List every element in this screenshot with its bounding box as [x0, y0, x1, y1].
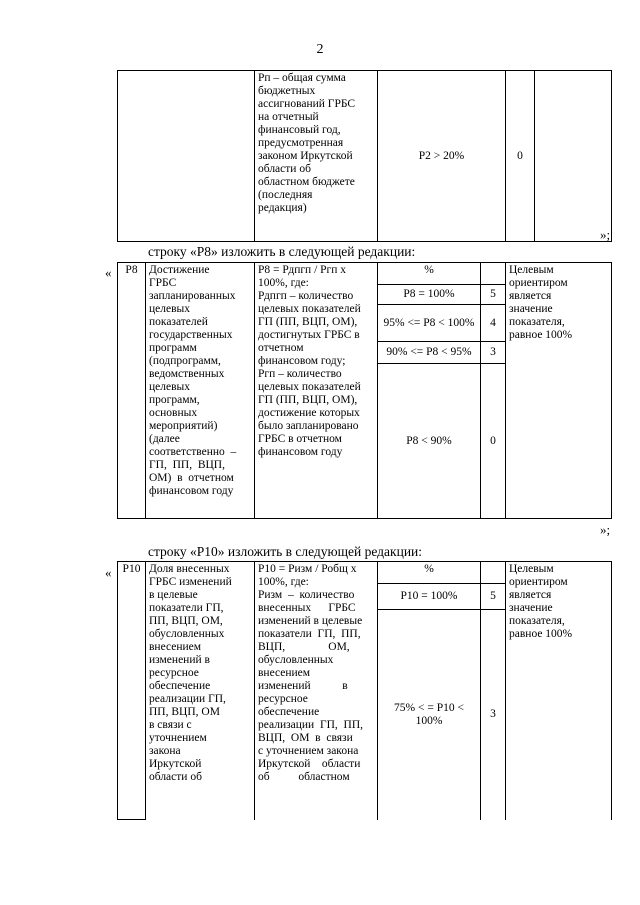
page-number: 2: [316, 42, 324, 57]
text-line: реализации ГП, ПП,: [258, 719, 364, 731]
text-line: редакция): [258, 202, 307, 214]
text-line: ГРБС изменений: [149, 576, 232, 588]
text-line: в целевые: [149, 589, 198, 601]
text-line: показателя,: [509, 615, 565, 627]
target-cell: [506, 263, 612, 519]
text-line: ориентиром: [509, 277, 568, 289]
text-line: ориентиром: [509, 576, 568, 588]
text-line: Иркутской: [149, 758, 202, 770]
score-text: 0: [506, 71, 535, 241]
score-cell: 5: [481, 584, 506, 610]
caption-p8: строку «Р8» изложить в следующей редакции:: [148, 244, 416, 259]
text-line: финансовом году;: [258, 355, 346, 367]
text-line: 100%, где:: [258, 576, 309, 588]
text-line: области об: [258, 163, 311, 175]
empty-cell: [118, 71, 255, 242]
text-line: является: [509, 290, 552, 302]
condition-cell: Р8 = 100%: [378, 285, 481, 305]
text-line: программ: [149, 342, 197, 354]
text-line: внесением: [258, 667, 311, 679]
open-quote: «: [105, 265, 112, 280]
text-line: Ргп – количество: [258, 368, 342, 380]
text-line: целевых: [149, 303, 191, 315]
empty-cell: [481, 562, 506, 584]
text-line: программ,: [149, 394, 200, 406]
condition-cell: Р8 < 90%: [378, 364, 481, 519]
text-line: было запланировано: [258, 420, 359, 432]
text-line: ГП (ПП, ВЦП, ОМ),: [258, 316, 358, 328]
score-target-cell: [506, 71, 612, 242]
text-line: ГП, ПП, ВЦП,: [149, 459, 225, 471]
formula-cell: [255, 71, 378, 242]
text-line: целевых: [149, 381, 191, 393]
text-line: Иркутской области: [258, 758, 361, 770]
text-line: области об: [149, 771, 202, 783]
text-line: ПП, ВЦП, ОМ,: [149, 615, 223, 627]
score-cell: 0: [481, 364, 506, 519]
open-quote: «: [105, 565, 112, 580]
text-line: обусловленных: [149, 628, 225, 640]
text-line: соответственно –: [149, 446, 237, 458]
score-cell: 4: [481, 305, 506, 342]
text-line: изменений в: [149, 654, 210, 666]
text-line: Доля внесенных: [149, 563, 230, 575]
text-line: ГРБС в отчетном: [258, 433, 342, 445]
text-line: ресурсное: [258, 693, 308, 705]
text-line: на отчетный: [258, 111, 319, 123]
text-line: Рп – общая сумма: [258, 72, 346, 84]
text-line: государственных: [149, 329, 233, 341]
target-cell: [506, 562, 612, 820]
text-line: обеспечение: [258, 706, 320, 718]
text-line: изменений в целевые: [258, 615, 363, 627]
text-line: (подпрограмм,: [149, 355, 221, 367]
score-cell: 3: [481, 610, 506, 820]
table-continuation: [117, 70, 612, 242]
caption-p10: строку «Р10» изложить в следующей редакции:: [148, 544, 423, 559]
text-line: целевых показателей: [258, 303, 361, 315]
percent-header: %: [378, 263, 481, 285]
text-line: финансовый год,: [258, 124, 341, 136]
text-line: ВЦП, ОМ в связи: [258, 732, 353, 744]
text-line: целевых показателей: [258, 381, 361, 393]
text-line: ГРБС: [149, 277, 177, 289]
text-line: отчетном: [258, 342, 304, 354]
text-line: Целевым: [509, 563, 554, 575]
text-line: обеспечение: [149, 680, 211, 692]
text-line: 100%, где:: [258, 277, 309, 289]
text-line: значение: [509, 602, 553, 614]
condition-cell: Р10 = 100%: [378, 584, 481, 610]
condition-cell: 95% <= Р8 < 100%: [378, 305, 481, 342]
name-cell: [146, 263, 255, 519]
text-line: ГП (ПП, ВЦП, ОМ),: [258, 394, 358, 406]
condition-cell: [378, 71, 506, 242]
text-line: об областном: [258, 771, 350, 783]
table-p8: [117, 262, 612, 519]
text-line: в связи с: [149, 719, 192, 731]
text-line: Ризм – количество: [258, 589, 355, 601]
formula-cell: [255, 263, 378, 519]
text-line: ПП, ВЦП, ОМ: [149, 706, 220, 718]
text-line: запланированных: [149, 290, 236, 302]
text-line: с уточнением закона: [258, 745, 359, 757]
text-line: показателей: [149, 316, 208, 328]
empty-cell: [481, 263, 506, 285]
name-cell: [146, 562, 255, 820]
score-cell: 5: [481, 285, 506, 305]
text-line: ведомственных: [149, 368, 225, 380]
text-line: мероприятий): [149, 420, 218, 432]
text-line: обусловленных: [258, 654, 334, 666]
text-line: достигнутых ГРБС в: [258, 329, 360, 341]
close-quote: »;: [600, 522, 611, 537]
text-line: финансовом году: [258, 446, 343, 458]
text-line: ресурсное: [149, 667, 199, 679]
text-line: изменений в: [258, 680, 348, 692]
code-cell: Р10: [118, 562, 146, 820]
text-line: равное 100%: [509, 329, 573, 341]
text-line: показателя,: [509, 316, 565, 328]
close-quote: »;: [600, 227, 611, 242]
text-line: значение: [509, 303, 553, 315]
text-line: (далее: [149, 433, 180, 445]
text-line: финансовом году: [149, 485, 234, 497]
text-line: внесением: [149, 641, 202, 653]
text-line: реализации ГП,: [149, 693, 226, 705]
text-line: показатели ГП, ПП,: [258, 628, 361, 640]
text-line: достижение которых: [258, 407, 360, 419]
text-line: показатели ГП,: [149, 602, 224, 614]
text-line: Достижение: [149, 264, 210, 276]
text-line: внесенных ГРБС: [258, 602, 356, 614]
percent-header: %: [378, 562, 481, 584]
formula-cell: [255, 562, 378, 820]
text-line: Целевым: [509, 264, 554, 276]
text-line: Р8 = Рдпгп / Ргп х: [258, 264, 347, 276]
text-line: ассигнований ГРБС: [258, 98, 356, 110]
text-line: закона: [149, 745, 181, 757]
text-line: является: [509, 589, 552, 601]
text-line: бюджетных: [258, 85, 316, 97]
text-line: областном бюджете: [258, 176, 355, 188]
text-line: ОМ) в отчетном: [149, 472, 234, 484]
condition-cell: 90% <= Р8 < 95%: [378, 342, 481, 364]
condition-text: Р2 > 20%: [418, 149, 465, 162]
text-line: ВЦП, ОМ,: [258, 641, 350, 653]
condition-cell: 75% < = Р10 < 100%: [378, 610, 481, 820]
text-line: уточнением: [149, 732, 207, 744]
text-line: предусмотренная: [258, 137, 344, 149]
text-line: Рдпгп – количество: [258, 290, 354, 302]
text-line: равное 100%: [509, 628, 573, 640]
text-line: (последняя: [258, 189, 313, 201]
code-cell: Р8: [118, 263, 146, 519]
text-line: основных: [149, 407, 198, 419]
text-line: Р10 = Ризм / Робщ х: [258, 563, 357, 575]
table-p10: [117, 561, 612, 820]
text-line: законом Иркутской: [258, 150, 353, 162]
score-cell: 3: [481, 342, 506, 364]
